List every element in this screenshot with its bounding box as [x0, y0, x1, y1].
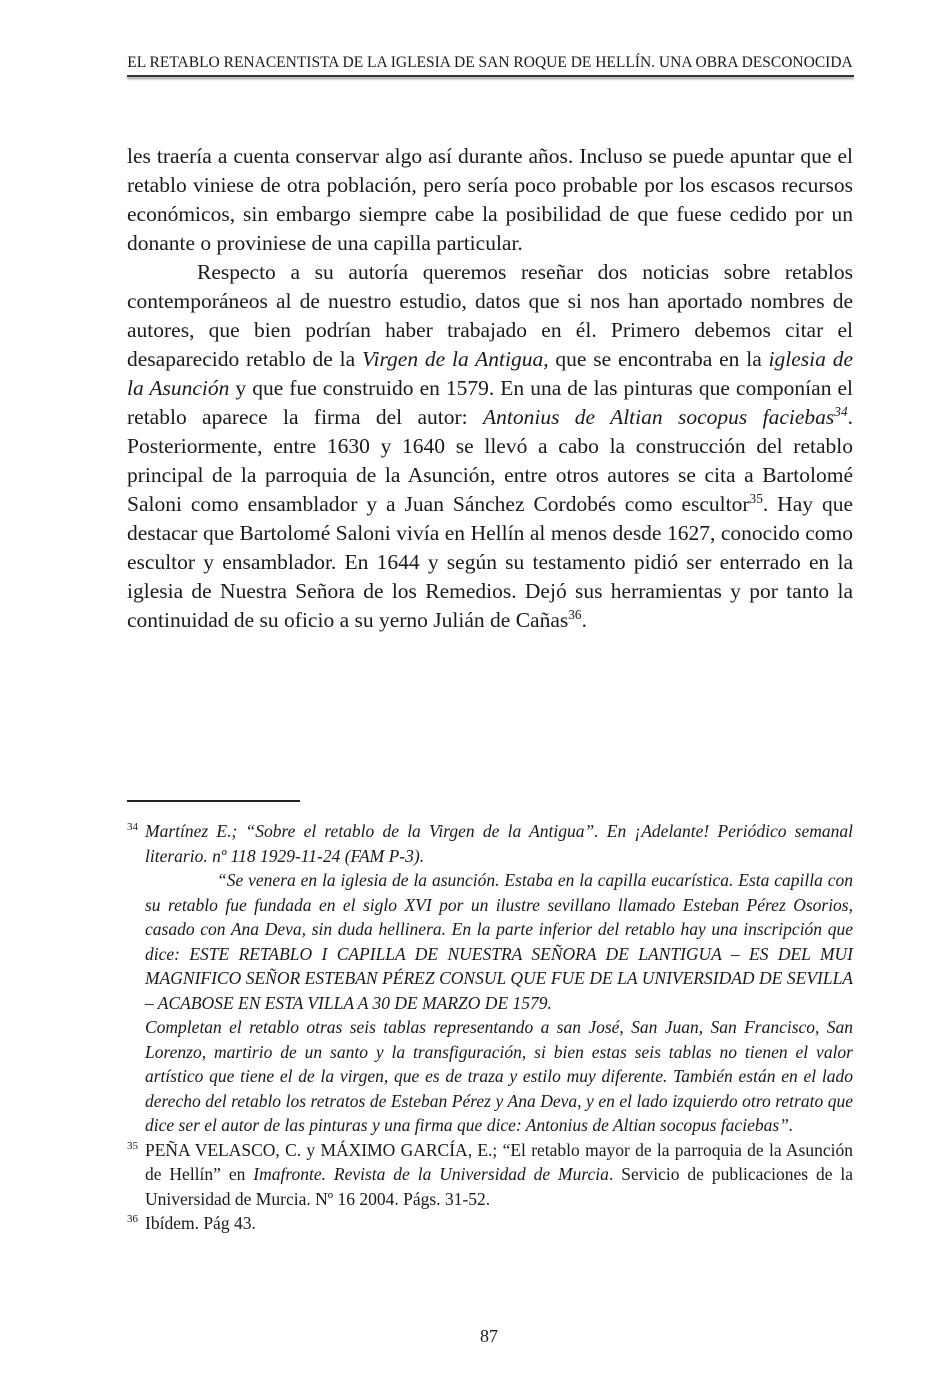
footnote-34-quote	[127, 868, 853, 1138]
p2-text-4: . Posteriormente, entre 1630 y 1640 se llevó a cabo la construcción del retablo principal de la parroquia de la Asunción, entre otros autores se cita a Bartolomé Saloni como ensamblador y a Juan Sánchez Cordobés como escultor	[127, 405, 853, 516]
page-number: 87	[480, 1326, 498, 1346]
p2-text-2: , que se encontraba en la	[543, 347, 769, 371]
p2-italic-firma: Antonius de Altian socopus faciebas	[483, 405, 835, 429]
footnote-34-number: 34	[127, 821, 138, 833]
footnote-35-number: 35	[127, 1139, 138, 1152]
main-text	[127, 142, 853, 635]
footnote-36	[127, 1211, 853, 1236]
footnote-separator	[127, 800, 300, 802]
header-rule	[127, 75, 854, 77]
footnotes	[127, 819, 853, 1236]
footnote-36-number: 36	[127, 1213, 138, 1225]
footnote-ref-35[interactable]: 35	[749, 490, 763, 506]
p2-italic-iglesia: iglesia de la Asunción	[127, 347, 853, 400]
footnote-ref-36[interactable]: 36	[568, 606, 582, 622]
footnote-35-text-2: . Servicio de publicaciones de la Universidad de Murcia. Nº 16 2004. Págs. 31-52.	[145, 1164, 854, 1209]
paragraph-2	[127, 258, 853, 635]
footnote-34	[127, 819, 853, 868]
paragraph-1: les traería a cuenta conservar algo así durante años. Incluso se puede apuntar que el retablo viniese de otra población, pero sería poco probable por los escasos recursos económicos, sin embargo siempre cabe la posibilidad de que fuese cedido por un donante o proviniese de una capilla particular.	[127, 144, 853, 255]
running-header: EL RETABLO RENACENTISTA DE LA IGLESIA DE SAN ROQUE DE HELLÍN. UNA OBRA DESCONOCIDA	[127, 54, 853, 71]
footnote-34-text: Martínez E.; “Sobre el retablo de la Virgen de la Antigua”. En ¡Adelante! Periódico semanal literario. nº 118 1929-11-24 (FAM P-3).	[145, 821, 853, 866]
footnote-36-text: Ibídem. Pág 43.	[145, 1213, 256, 1233]
p2-text-5: . Hay que destacar que Bartolomé Saloni vivía en Hellín al menos desde 1627, conocido como escultor y ensamblador. En 1644 y según su testamento pidió ser enterrado en la iglesia de Nuestra Señora de los Remedios. Dejó sus herramientas y por tanto la continuidad de su oficio a su yerno Julián de Cañas	[127, 492, 853, 632]
footnote-35-text-1: PEÑA VELASCO, C. y MÁXIMO GARCÍA, E.; “El retablo mayor de la parroquia de la Asunción de Hellín” en	[145, 1139, 853, 1184]
footnote-34-quote-1: “Se venera en la iglesia de la asunción. Estaba en la capilla eucarística. Esta capilla con su retablo fue fundada en el siglo XVI por un ilustre sevillano llamado Esteban Pérez Osorios, casado con Ana Deva, sin duda hellinera. En la parte inferior del retablo hay una inscripción que dice: ESTE RETABLO I CAPILLA DE NUESTRA SEÑORA DE LANTIGUA – ES DEL MUI MAGNIFICO SEÑOR ESTEBAN PÉREZ CONSUL QUE FUE DE LA UNIVERSIDAD DE SEVILLA – ACABOSE EN ESTA VILLA A 30 DE MARZO DE 1579.	[145, 870, 853, 1013]
footnote-35	[127, 1138, 853, 1212]
p2-text-6: .	[581, 608, 587, 632]
footnote-ref-34[interactable]: 34	[834, 403, 848, 419]
p2-text-1: Respecto a su autoría queremos reseñar dos noticias sobre retablos contemporáneos al de nuestro estudio, datos que si nos han aportado nombres de autores, que bien podrían haber trabajado en él. Primero debemos citar el desaparecido retablo de la	[127, 260, 853, 371]
footnote-34-quote-2: Completan el retablo otras seis tablas representando a san José, San Juan, San Francisco, San Lorenzo, martirio de un santo y la transfiguración, si bien estas seis tablas no tienen el valor artístico que tiene el de la virgen, que es de traza y estilo muy diferente. También están en el lado derecho del retablo los retratos de Esteban Pérez y Ana Deva, y en el lado izquierdo otro retrato que dice ser el autor de las pinturas y una firma que dice: Antonius de Altian socopus faciebas”.	[145, 1017, 853, 1135]
p2-italic-virgen: Virgen de la Antigua	[361, 347, 544, 371]
footnote-35-journal: Imafronte. Revista de la Universidad de Murcia	[253, 1164, 609, 1184]
p2-text-3: y que fue construido en 1579. En una de las pinturas que componían el retablo aparece la firma del autor:	[127, 376, 853, 429]
